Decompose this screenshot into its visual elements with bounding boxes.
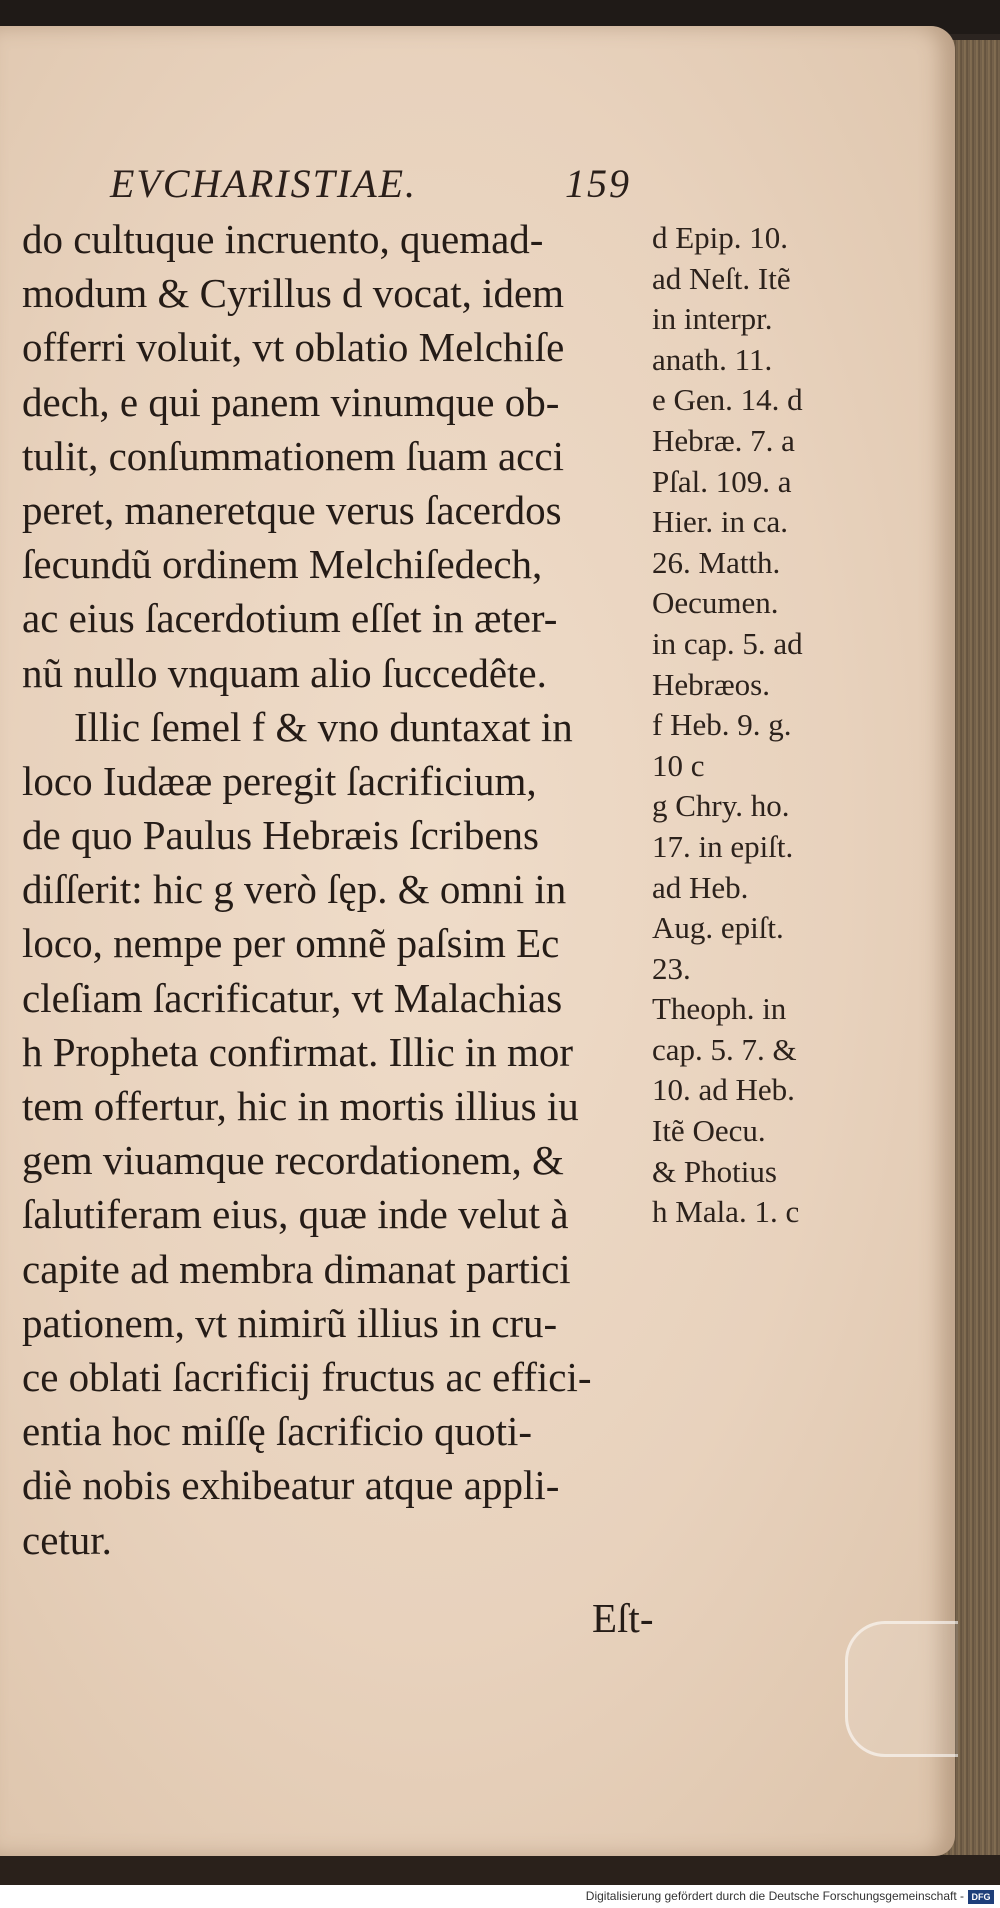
margin-note: e Gen. 14. d [652,382,803,418]
margin-note: Oecumen. [652,585,779,621]
margin-note: in interpr. [652,301,773,337]
text-line: ſalutiferam eius, quæ inde velut à [22,1191,569,1238]
margin-note: 17. in epiſt. [652,828,794,864]
page-clip-mark [845,1621,958,1757]
margin-note: 10. ad Heb. [652,1072,795,1108]
margin-note: cap. 5. 7. & [652,1031,797,1067]
scan-bottom-border [0,1855,1000,1885]
margin-note: anath. 11. [652,341,773,377]
text-line: capite ad membra dimanat partici [22,1245,571,1292]
text-line: diſſerit: hic g verò ſęp. & omni in [22,866,567,913]
running-head [110,160,630,210]
text-line: diè nobis exhibeatur atque appli- [22,1462,560,1509]
catchword: Eſt- [592,1594,654,1641]
text-line: offerri voluit, vt oblatio Melchiſe [22,324,565,371]
margin-note: Theoph. in [652,991,787,1027]
text-line: de quo Paulus Hebræis ſcribens [22,812,539,859]
text-line: cleſiam ſacrificatur, vt Malachias [22,974,563,1021]
text-line: ſecundũ ordinem Melchiſedech, [22,541,543,588]
text-line: dech, e qui panem vinumque ob- [22,378,560,425]
text-line: pationem, vt nimirũ illius in cru- [22,1299,558,1346]
margin-note: 23. [652,950,691,986]
margin-note: h Mala. 1. c [652,1194,800,1230]
digitization-credit-bar [0,1885,1000,1908]
margin-note: ad Heb. [652,869,749,905]
running-head-title: EVCHARISTIAE. [110,161,418,206]
margin-note: f Heb. 9. g. [652,707,792,743]
text-line: cetur. [22,1516,112,1563]
digitization-credit: Digitalisierung gefördert durch die Deutsche Forschungsgemeinschaft - [585,1889,964,1903]
margin-note: Pſal. 109. a [652,463,792,499]
margin-note: Itẽ Oecu. [652,1113,766,1149]
text-line: ce oblati ſacrificij fructus ac effici- [22,1353,592,1400]
margin-note: Hebræos. [652,666,770,702]
text-line: ac eius ſacerdotium eſſet in æter- [22,595,558,642]
text-line: tem offertur, hic in mortis illius iu [22,1083,579,1129]
margin-note: Hebræ. 7. a [652,422,795,458]
margin-note: & Photius [652,1153,777,1189]
text-line: h Propheta confirmat. Illic in mor [22,1028,574,1075]
text-line: modum & Cyrillus d vocat, idem [22,270,565,317]
text-line: do cultuque incruento, quemad- [22,216,544,262]
text-line: gem viuamque recordationem, & [22,1137,564,1184]
text-line: entia hoc miſſę ſacrificio quoti- [22,1408,533,1455]
text-line: nũ nullo vnquam alio ſuccedête. [22,649,547,696]
text-line: tulit, conſummationem ſuam acci [22,432,564,479]
dfg-logo: DFG [968,1890,994,1904]
margin-note: Hier. in ca. [652,504,789,540]
margin-note: in cap. 5. ad [652,625,803,661]
text-line: loco Iudææ peregit ſacrificium, [22,757,537,804]
page-number: 159 [565,161,631,206]
margin-note: g Chry. ho. [652,788,790,824]
text-line-paragraph-start: Illic ſemel f & vno duntaxat in [74,703,573,750]
margin-note: d Epip. 10. [652,220,789,255]
text-line: loco, nempe per omnẽ paſsim Ec [22,920,560,967]
margin-note: 26. Matth. [652,544,781,580]
margin-note: ad Neſt. Itẽ [652,260,791,296]
marginal-notes [652,218,902,1233]
margin-note: Aug. epiſt. [652,910,784,946]
text-line: peret, maneretque verus ſacerdos [22,486,562,533]
main-text-block [22,212,672,1645]
margin-note: 10 c [652,747,705,783]
